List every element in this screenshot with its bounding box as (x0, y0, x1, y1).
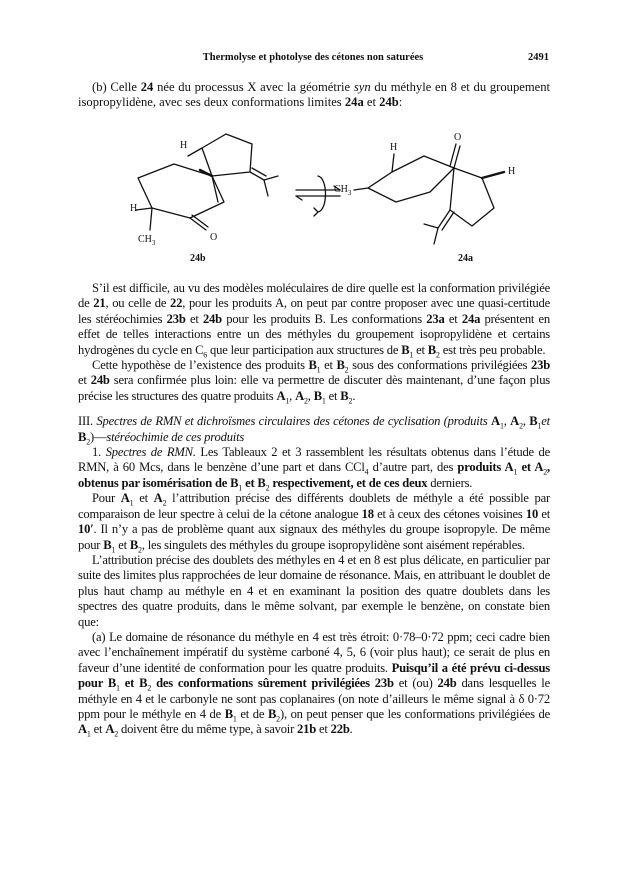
paragraph-1: S’il est difficile, au vu des modèles moléculaires de dire quelle est la conformation privilégiée de 21, ou celle de 22, pour les produits A, on peut par contre proposer avec une quasi-certitude les stéréochimies 23b et 24b pour les produits B. Les conformations 23a et 24a présentent en effet de telles interactions entre un des méthyles du groupement isopropylidène et certains hydrogènes du cycle en $C_6$ que leur participation aux structures de $B_1$ et $B_2$ est très peu probable. (78, 281, 551, 360)
structure-24b (136, 134, 278, 230)
atom-h-label-left: H (180, 140, 188, 151)
paragraph-2: Cette hypothèse de l’existence des produits $B_1$ et $B_2$ sous des conformations privilégiées 23b et 24b sera confirmée plus loin: elle va permettre de discuter dès maintenant, d’une façon plus précise les structures des quatre produits $A_1$, $A_2$, $B_1$ et $B_2$. (78, 358, 550, 406)
structure-24a (354, 144, 504, 244)
conformation-drawing (78, 118, 550, 268)
section-heading: III. Spectres de RMN et dichroïsmes circulaires des cétones de cyclisation (produits $A_1$, $A_2$, $B_1et$ $B_2)—stéréochimie$ de ces produits (78, 414, 550, 447)
running-title: Thermolyse et photolyse des cétones non saturées (202, 52, 424, 63)
atom-o-label-left: O (210, 232, 218, 243)
page-number: 2491 (528, 52, 549, 63)
atom-h-label-left-2: H (130, 203, 138, 214)
equilibrium-arrow (296, 176, 340, 216)
atom-h-label-right-2: H (508, 166, 516, 177)
paragraph-6: (a) Le domaine de résonance du méthyle en 4 est très étroit: 0·78–0·72 ppm; ceci cadre bien avec l’enchaînement impératif du système carboné 4, 5, 6 (voir plus haut); ce serait de plus en faveur d’une identité de conformation pour les quatre produits. Puisqu’il a été prévu ci-dessus pour $B_1$ et $B_2$ des conformations sûrement privilégiées 23b et (ou) 24b dans lesquelles le méthyle en 4 et le carbonyle ne sont pas coplanaires (on note d’ailleurs le même signal à δ 0·72 ppm pour le méthyle en 4 de $B_1$ et de $B_2$), on peut penser que les conformations privilégiées de $A_1$ et $A_2$ doivent être du même type, à savoir 21b et 22b. (78, 629, 550, 739)
intro-paragraph: (b) Celle 24 née du processus X avec la géométrie syn du méthyle en 8 et du groupement isopropylidène, avec ses deux conformations limites 24a et 24b: (78, 80, 551, 110)
atom-o-label-right: O (454, 132, 462, 143)
structure-figure (78, 118, 550, 268)
paragraph-4: Pour $A_1$ et $A_2$ l’attribution précise des différents doublets de méthyle a été possible par comparaison de leur spectre à celui de la cétone analogue 18 et à ceux des cétones voisines 10 et 10′. Il n’y a pas de problème quant aux signaux des méthyles du groupe isopropyle. De même pour $B_1$ et $B_2$, les singulets des méthyles du groupe isopropylidène sont aisément repérables. (78, 491, 551, 555)
paragraph-3: 1. Spectres de RMN. Les Tableaux 2 et 3 rassemblent les résultats obtenus dans l’étude de RMN, à 60 Mcs, dans le benzène d’une part et dans CCl$_4$ d’autre part, des produits $A_1$ et $A_2$, obtenus par isomérisation de $B_1$ et $B_2$ respectivement, et de ces deux derniers. (78, 445, 550, 493)
label-24a: 24a (458, 253, 473, 264)
atom-h-label-right: H (390, 142, 398, 153)
body-text (78, 281, 550, 738)
label-24b: 24b (190, 253, 206, 264)
paragraph-5: L’attribution précise des doublets des méthyles en 4 et en 8 est plus délicate, en particulier par suite des limites plus rapprochées de leur domaine de résonance. Mais, en attribuant le doublet de plus haut champ au méthyle en 4 et en examinant la position des quatre doublets dans les spectres des quatre produits, dans le même solvant, par exemple le benzène, on constate bien que: (78, 552, 550, 629)
atom-ch3-label-right: $CH_3$ (334, 184, 352, 197)
atom-ch3-label-left: $CH_3$ (138, 234, 156, 247)
